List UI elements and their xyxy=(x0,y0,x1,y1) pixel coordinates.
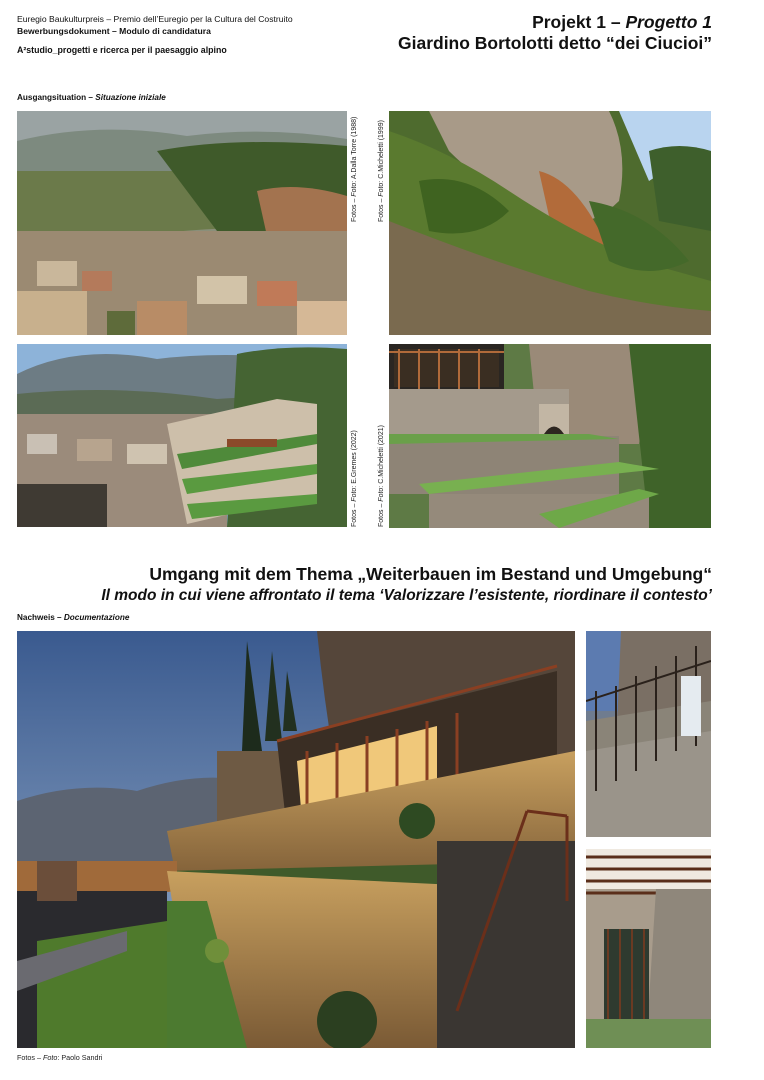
credit-photo-3-name: : E.Gremes (2022) xyxy=(351,430,358,488)
section-label-documentation xyxy=(17,613,129,622)
credit-photo-3-it: Foto xyxy=(351,487,358,502)
credit-photo-2-prefix: Fotos – xyxy=(378,196,385,222)
section-label-initial-it: Situazione iniziale xyxy=(95,93,166,102)
photo-overgrown-terraces-1999 xyxy=(389,111,711,335)
photo-garden-view-2022 xyxy=(17,344,347,527)
credit-photo-5-prefix: Fotos – xyxy=(17,1053,43,1062)
project-title-block xyxy=(398,12,712,54)
credit-photo-2-it: Foto xyxy=(378,182,385,197)
credit-photo-3 xyxy=(351,430,358,527)
theme-heading xyxy=(101,564,712,606)
credit-photo-2 xyxy=(378,120,385,222)
credit-photo-4-name: : C.Micheletti (2021) xyxy=(378,425,385,488)
credit-photo-1-it: Foto xyxy=(351,182,358,197)
credit-photo-4 xyxy=(378,425,385,527)
photo-garden-night xyxy=(17,631,575,1048)
header-firm: A²studio_progetti e ricerca per il paesaggio alpino xyxy=(17,45,227,55)
section-label-doc-de: Nachweis – xyxy=(17,613,64,622)
project-number-de: Projekt 1 – xyxy=(532,12,626,32)
document-header xyxy=(17,14,293,57)
credit-photo-4-it: Foto xyxy=(378,487,385,502)
project-number-it: Progetto 1 xyxy=(625,12,712,32)
theme-title-it: Il modo in cui viene affrontato il tema ‘Valorizzare l’esistente, riordinare il contesto’ xyxy=(101,587,712,604)
header-line-form: Bewerbungsdokument – Modulo di candidatura xyxy=(17,25,211,36)
credit-photo-1-prefix: Fotos – xyxy=(351,196,358,222)
credit-photo-1-name: : A.Dalla Torre (1988) xyxy=(351,116,358,183)
section-label-doc-it: Documentazione xyxy=(63,613,130,622)
photo-pergola-detail xyxy=(586,631,711,837)
section-label-initial xyxy=(17,93,166,102)
project-number xyxy=(398,12,712,33)
photo-restored-terraces-2021 xyxy=(389,344,711,528)
credit-photo-3-prefix: Fotos – xyxy=(351,501,358,527)
credit-photo-4-prefix: Fotos – xyxy=(378,501,385,527)
credit-photo-5 xyxy=(17,1053,103,1062)
credit-photo-5-it: Foto xyxy=(42,1053,58,1062)
theme-title-de: Umgang mit dem Thema „Weiterbauen im Bestand und Umgebung“ xyxy=(149,564,712,584)
credit-photo-1 xyxy=(351,117,358,222)
credit-photo-5-name: : Paolo Sandri xyxy=(57,1053,103,1062)
credit-photo-2-name: : C.Micheletti (1999) xyxy=(378,120,385,183)
header-line-prize: Euregio Baukulturpreis – Premio dell’Euregio per la Cultura del Costruito xyxy=(17,14,293,24)
section-label-initial-de: Ausgangsituation – xyxy=(17,93,96,102)
photo-aerial-town-1988 xyxy=(17,111,347,335)
project-name: Giardino Bortolotti detto “dei Ciucioi” xyxy=(397,33,712,53)
photo-pergola-entrance xyxy=(586,849,711,1048)
